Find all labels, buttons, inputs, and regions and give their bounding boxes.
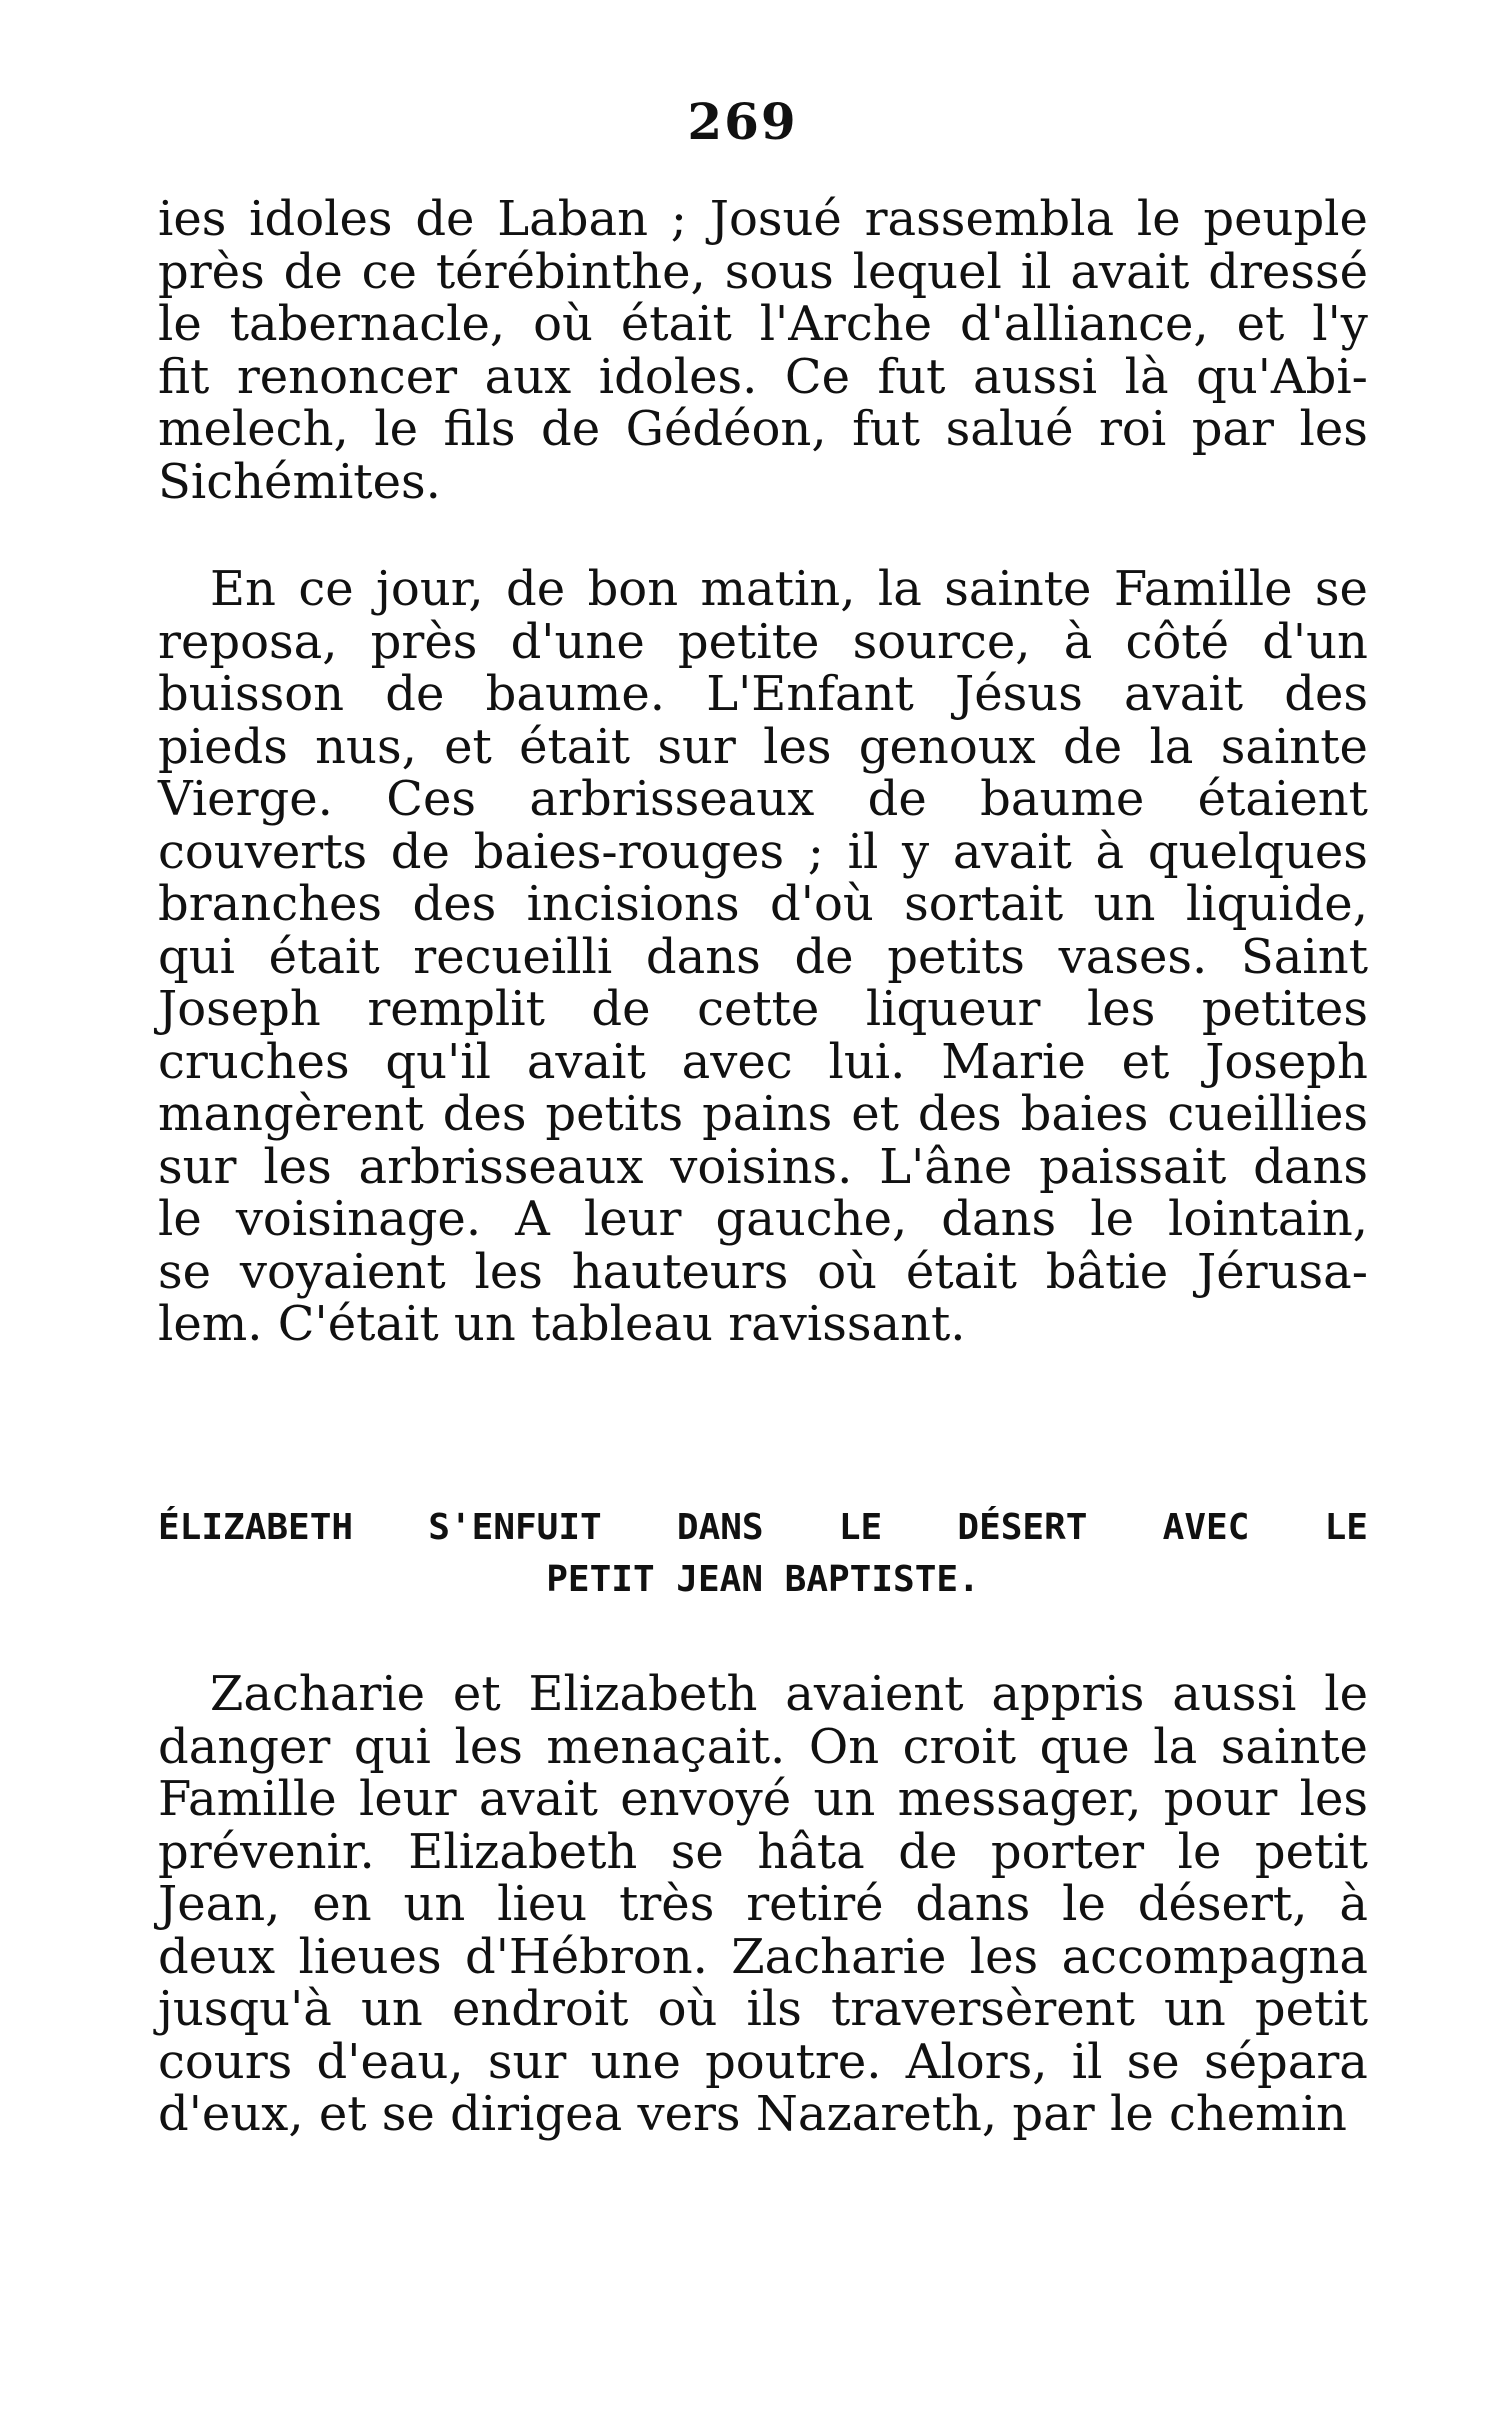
text-line <box>158 928 1368 985</box>
word: le <box>1136 191 1181 247</box>
word: pour <box>1163 1771 1278 1827</box>
word: accompagna <box>1061 1928 1368 1985</box>
word: se <box>1314 561 1368 617</box>
text-line <box>158 1718 1368 1775</box>
word: leur <box>583 1191 682 1247</box>
word: petit <box>1254 1823 1368 1880</box>
word: petite <box>677 613 820 670</box>
word: jour, <box>376 561 484 617</box>
word: qui <box>353 1718 431 1775</box>
word: arbrisseaux <box>358 1138 644 1195</box>
text-line <box>158 1928 1368 1985</box>
word: se <box>670 1823 724 1880</box>
word: le <box>1062 1876 1106 1932</box>
word: pains <box>702 1086 833 1142</box>
word: fils <box>443 401 516 457</box>
word: les <box>1086 981 1156 1037</box>
word: tabernacle, <box>229 296 506 352</box>
word: remplit <box>367 981 545 1037</box>
text-line <box>158 1878 1368 1931</box>
word: lieues <box>298 1928 442 1985</box>
text-line <box>158 1033 1368 1090</box>
word: sur <box>158 1138 237 1195</box>
word: où <box>817 1243 878 1300</box>
word: voisins. <box>670 1138 853 1195</box>
word: cruches <box>158 1033 350 1090</box>
word: petit <box>1254 1981 1368 2037</box>
word: Famille <box>158 1771 337 1827</box>
word: endroit <box>451 1981 629 2037</box>
word: couverts <box>158 823 368 880</box>
text-line <box>158 878 1368 931</box>
word: il <box>1071 2033 1103 2090</box>
word: la <box>877 561 922 617</box>
word: mangèrent <box>158 1086 424 1142</box>
word: de <box>591 981 651 1037</box>
word: à <box>1339 1876 1368 1932</box>
heading-word: LE <box>1324 1507 1368 1548</box>
word: Ce <box>784 348 850 405</box>
word: en <box>312 1876 372 1932</box>
word: petits <box>887 928 1025 985</box>
word: se <box>1126 2033 1180 2090</box>
word: un <box>1163 1981 1226 2037</box>
word: sur <box>657 718 736 775</box>
word: y <box>902 823 930 880</box>
word: de <box>415 191 475 247</box>
word: qu'Abi- <box>1196 348 1368 405</box>
word: aussi <box>1172 1666 1297 1722</box>
word: des <box>917 1086 1002 1142</box>
text-line <box>158 403 1368 456</box>
word: les <box>263 1138 332 1195</box>
word: avait <box>1124 666 1244 722</box>
word: avait <box>526 1033 646 1090</box>
word: liqueur <box>865 981 1041 1037</box>
word: danger <box>158 1718 331 1775</box>
word: très <box>619 1876 715 1932</box>
word: sous <box>724 243 834 300</box>
word: que <box>1039 1718 1130 1775</box>
word: Joseph <box>1205 1033 1368 1090</box>
text-line <box>158 298 1368 351</box>
text-line <box>158 668 1368 721</box>
word: et <box>1121 1033 1170 1090</box>
word: dans <box>915 1876 1031 1932</box>
word: baies-rouges <box>473 823 785 880</box>
word: Ces <box>386 771 477 827</box>
word: genoux <box>858 718 1036 775</box>
word: appris <box>991 1666 1145 1722</box>
word: On <box>808 1718 880 1775</box>
word: d'alliance, <box>960 296 1209 352</box>
word: Saint <box>1240 928 1368 985</box>
word: salué <box>945 401 1074 457</box>
word: près <box>370 613 478 670</box>
heading-word: DÉSERT <box>957 1507 1088 1548</box>
word: aux <box>484 348 572 405</box>
word: Famille <box>1113 561 1293 617</box>
word: leur <box>358 1771 457 1827</box>
word: L'Enfant <box>706 666 914 722</box>
word: cueillies <box>1167 1086 1368 1142</box>
text-line <box>158 983 1368 1036</box>
word: baume. <box>485 666 666 722</box>
word: il <box>847 823 879 880</box>
word: sur <box>487 2033 567 2090</box>
word: était <box>905 1243 1017 1300</box>
section-heading-line-1 <box>158 1502 1368 1554</box>
word: En <box>210 561 276 617</box>
word: où <box>657 1981 718 2037</box>
word: voyaient <box>239 1243 446 1300</box>
word: gauche, <box>715 1191 908 1247</box>
word: avait <box>952 823 1072 880</box>
word: dans <box>941 1191 1057 1247</box>
word: retiré <box>746 1876 884 1932</box>
word: et <box>1236 296 1285 352</box>
word: lieu <box>497 1876 588 1932</box>
word: Jérusa- <box>1196 1243 1368 1300</box>
word: se <box>158 1243 212 1300</box>
word: le <box>158 296 202 352</box>
word: hâta <box>757 1823 865 1880</box>
word: matin, <box>700 561 856 617</box>
word: buisson <box>158 666 345 722</box>
word: près <box>158 243 265 300</box>
word: les <box>474 1243 543 1300</box>
word: melech, <box>158 401 349 457</box>
word: croit <box>902 1718 1017 1775</box>
word: fit <box>158 348 210 405</box>
word: jusqu'à <box>158 1981 332 2037</box>
word: dans <box>645 928 761 985</box>
word: fut <box>852 401 921 457</box>
word: un <box>403 1876 466 1932</box>
word: les <box>969 1928 1039 1985</box>
word: la <box>1153 1718 1198 1775</box>
word: arbrisseaux <box>529 771 815 827</box>
word: le <box>374 401 418 457</box>
word: désert, <box>1137 1876 1308 1932</box>
word: et <box>444 718 492 775</box>
word: d'où <box>770 876 874 932</box>
word: l'y <box>1312 296 1368 352</box>
word: sainte <box>944 561 1092 617</box>
text-line <box>158 348 1368 405</box>
word: avait <box>478 1771 598 1827</box>
word: était <box>620 296 732 352</box>
word: cette <box>697 981 820 1037</box>
word: Jésus <box>955 666 1083 722</box>
word: deux <box>158 1928 276 1985</box>
text-line <box>158 1983 1368 2036</box>
word: cours <box>158 2033 293 2090</box>
word: petits <box>545 1086 684 1142</box>
word: reposa, <box>158 613 338 670</box>
word: à <box>1063 613 1093 670</box>
word: Josué <box>709 191 842 247</box>
word: dans <box>1253 1138 1368 1195</box>
word: voisinage. <box>235 1191 482 1247</box>
word: ies <box>158 191 227 247</box>
word: ; <box>807 823 824 880</box>
section-heading-line-2: PETIT JEAN BAPTISTE. <box>546 1559 980 1600</box>
word: Elizabeth <box>528 1666 758 1722</box>
word: rassembla <box>864 191 1115 247</box>
word: là <box>1124 348 1169 405</box>
word: messager, <box>897 1771 1142 1827</box>
word: roi <box>1098 401 1167 457</box>
text-line <box>158 563 1368 616</box>
word: par <box>1191 401 1274 457</box>
text-line <box>158 243 1368 300</box>
word: des <box>442 1086 527 1142</box>
word: avec <box>681 1033 793 1090</box>
word: de <box>867 771 927 827</box>
word: lequel <box>852 243 1002 300</box>
page-number: 269 <box>687 92 798 151</box>
text-line <box>158 1823 1368 1880</box>
word: Joseph <box>158 981 321 1037</box>
word: de <box>794 928 854 985</box>
heading-word: AVEC <box>1162 1507 1250 1548</box>
word: Zacharie <box>731 1928 947 1985</box>
word: menaçait. <box>546 1718 786 1775</box>
word: idoles. <box>598 348 758 405</box>
word: les <box>454 1718 523 1775</box>
word: de <box>1063 718 1123 775</box>
word: le <box>158 1191 202 1247</box>
text-line <box>158 823 1368 880</box>
word: envoyé <box>620 1771 792 1827</box>
word: de <box>541 401 601 457</box>
word: nus, <box>315 718 417 775</box>
word: Vierge. <box>158 771 333 827</box>
word: d'une <box>510 613 645 670</box>
word: un <box>813 1771 876 1827</box>
word: branches <box>158 876 383 932</box>
word: pieds <box>158 718 288 775</box>
word: où <box>533 296 593 352</box>
word: liquide, <box>1185 876 1368 932</box>
text-line <box>158 773 1368 826</box>
word: de <box>390 823 450 880</box>
word: l'Arche <box>759 296 933 352</box>
word: Elizabeth <box>408 1823 638 1880</box>
word: Jean, <box>158 1876 281 1932</box>
word: la <box>1149 718 1194 775</box>
word: sortait <box>904 876 1064 932</box>
word: recueilli <box>413 928 613 985</box>
word: ; <box>670 191 687 247</box>
word: ils <box>746 1981 802 2037</box>
word: sépara <box>1203 2033 1368 2090</box>
word: qu'il <box>385 1033 491 1090</box>
word: aussi <box>972 348 1098 405</box>
heading-word: LE <box>838 1507 883 1548</box>
word: Laban <box>497 191 648 247</box>
text-line <box>158 193 1368 246</box>
word: était <box>268 928 380 985</box>
word: sainte <box>1220 718 1368 775</box>
word: d'un <box>1262 613 1368 670</box>
word: des <box>412 876 497 932</box>
word: traversèrent <box>830 1981 1135 2037</box>
word: d'Hébron. <box>464 1928 708 1985</box>
word: un <box>361 1981 423 2037</box>
word: et <box>851 1086 899 1142</box>
word: et <box>452 1666 501 1722</box>
word: baies <box>1020 1086 1149 1142</box>
paragraph-3 <box>158 1668 1368 2141</box>
word: lui. <box>828 1033 906 1090</box>
word: les <box>763 718 832 775</box>
word: source, <box>852 613 1031 670</box>
text-line: Sichémites. <box>158 453 441 510</box>
word: dressé <box>1208 243 1368 300</box>
word: paissait <box>1039 1138 1227 1195</box>
word: baume <box>980 771 1145 827</box>
word: quelques <box>1147 823 1368 880</box>
word: renoncer <box>236 348 458 405</box>
word: bon <box>587 561 679 617</box>
word: Gédéon, <box>625 401 827 457</box>
word: ce <box>298 561 354 617</box>
word: ce <box>361 243 417 300</box>
word: vases. <box>1058 928 1208 985</box>
word: Alors, <box>905 2033 1048 2090</box>
word: A <box>515 1191 550 1247</box>
word: idoles <box>249 191 393 247</box>
word: le <box>1177 1823 1222 1880</box>
word: fut <box>877 348 946 405</box>
word: Marie <box>941 1033 1086 1090</box>
heading-word: S'ENFUIT <box>428 1507 602 1548</box>
word: à <box>1095 823 1125 880</box>
word: un <box>1093 876 1156 932</box>
text-line <box>158 613 1368 670</box>
heading-word: ÉLIZABETH <box>158 1507 354 1548</box>
word: les <box>1299 401 1368 457</box>
word: il <box>1020 243 1052 300</box>
word: hauteurs <box>571 1243 789 1300</box>
word: le <box>1324 1666 1368 1722</box>
text-line <box>158 1193 1368 1246</box>
word: Zacharie <box>210 1666 426 1722</box>
word: d'eau, <box>316 2033 464 2090</box>
word: incisions <box>526 876 740 932</box>
word: de <box>506 561 566 617</box>
word: le <box>1090 1191 1134 1247</box>
word: qui <box>158 928 235 985</box>
text-line <box>158 1773 1368 1826</box>
word: étaient <box>1197 771 1368 827</box>
section-heading <box>158 1502 1368 1606</box>
text-line <box>158 1243 1368 1300</box>
text-line <box>158 1138 1368 1195</box>
word: de <box>898 1823 958 1880</box>
word: peuple <box>1203 191 1368 247</box>
word: L'âne <box>879 1138 1013 1195</box>
paragraph-1 <box>158 193 1368 508</box>
word: les <box>1299 1771 1368 1827</box>
word: avaient <box>785 1666 964 1722</box>
text-line <box>158 718 1368 775</box>
word: des <box>1284 666 1368 722</box>
word: de <box>283 243 343 300</box>
word: bâtie <box>1045 1243 1169 1300</box>
text-line <box>158 2033 1368 2090</box>
word: une <box>590 2033 681 2090</box>
word: térébinthe, <box>435 243 706 300</box>
word: prévenir. <box>158 1823 375 1880</box>
heading-word: DANS <box>676 1507 764 1548</box>
word: était <box>519 718 631 775</box>
word: de <box>385 666 445 722</box>
text-line: lem. C'était un tableau ravissant. <box>158 1296 966 1352</box>
word: poutre. <box>705 2033 882 2090</box>
text-line: d'eux, et se dirigea vers Nazareth, par le chemin <box>158 2086 1347 2142</box>
word: porter <box>990 1823 1145 1880</box>
text-line <box>158 1088 1368 1141</box>
word: lointain, <box>1168 1191 1368 1247</box>
word: sainte <box>1220 1718 1368 1775</box>
word: côté <box>1125 613 1229 670</box>
word: avait <box>1070 243 1190 300</box>
paragraph-2 <box>158 563 1368 1351</box>
text-line <box>158 1668 1368 1721</box>
word: petites <box>1201 981 1368 1037</box>
